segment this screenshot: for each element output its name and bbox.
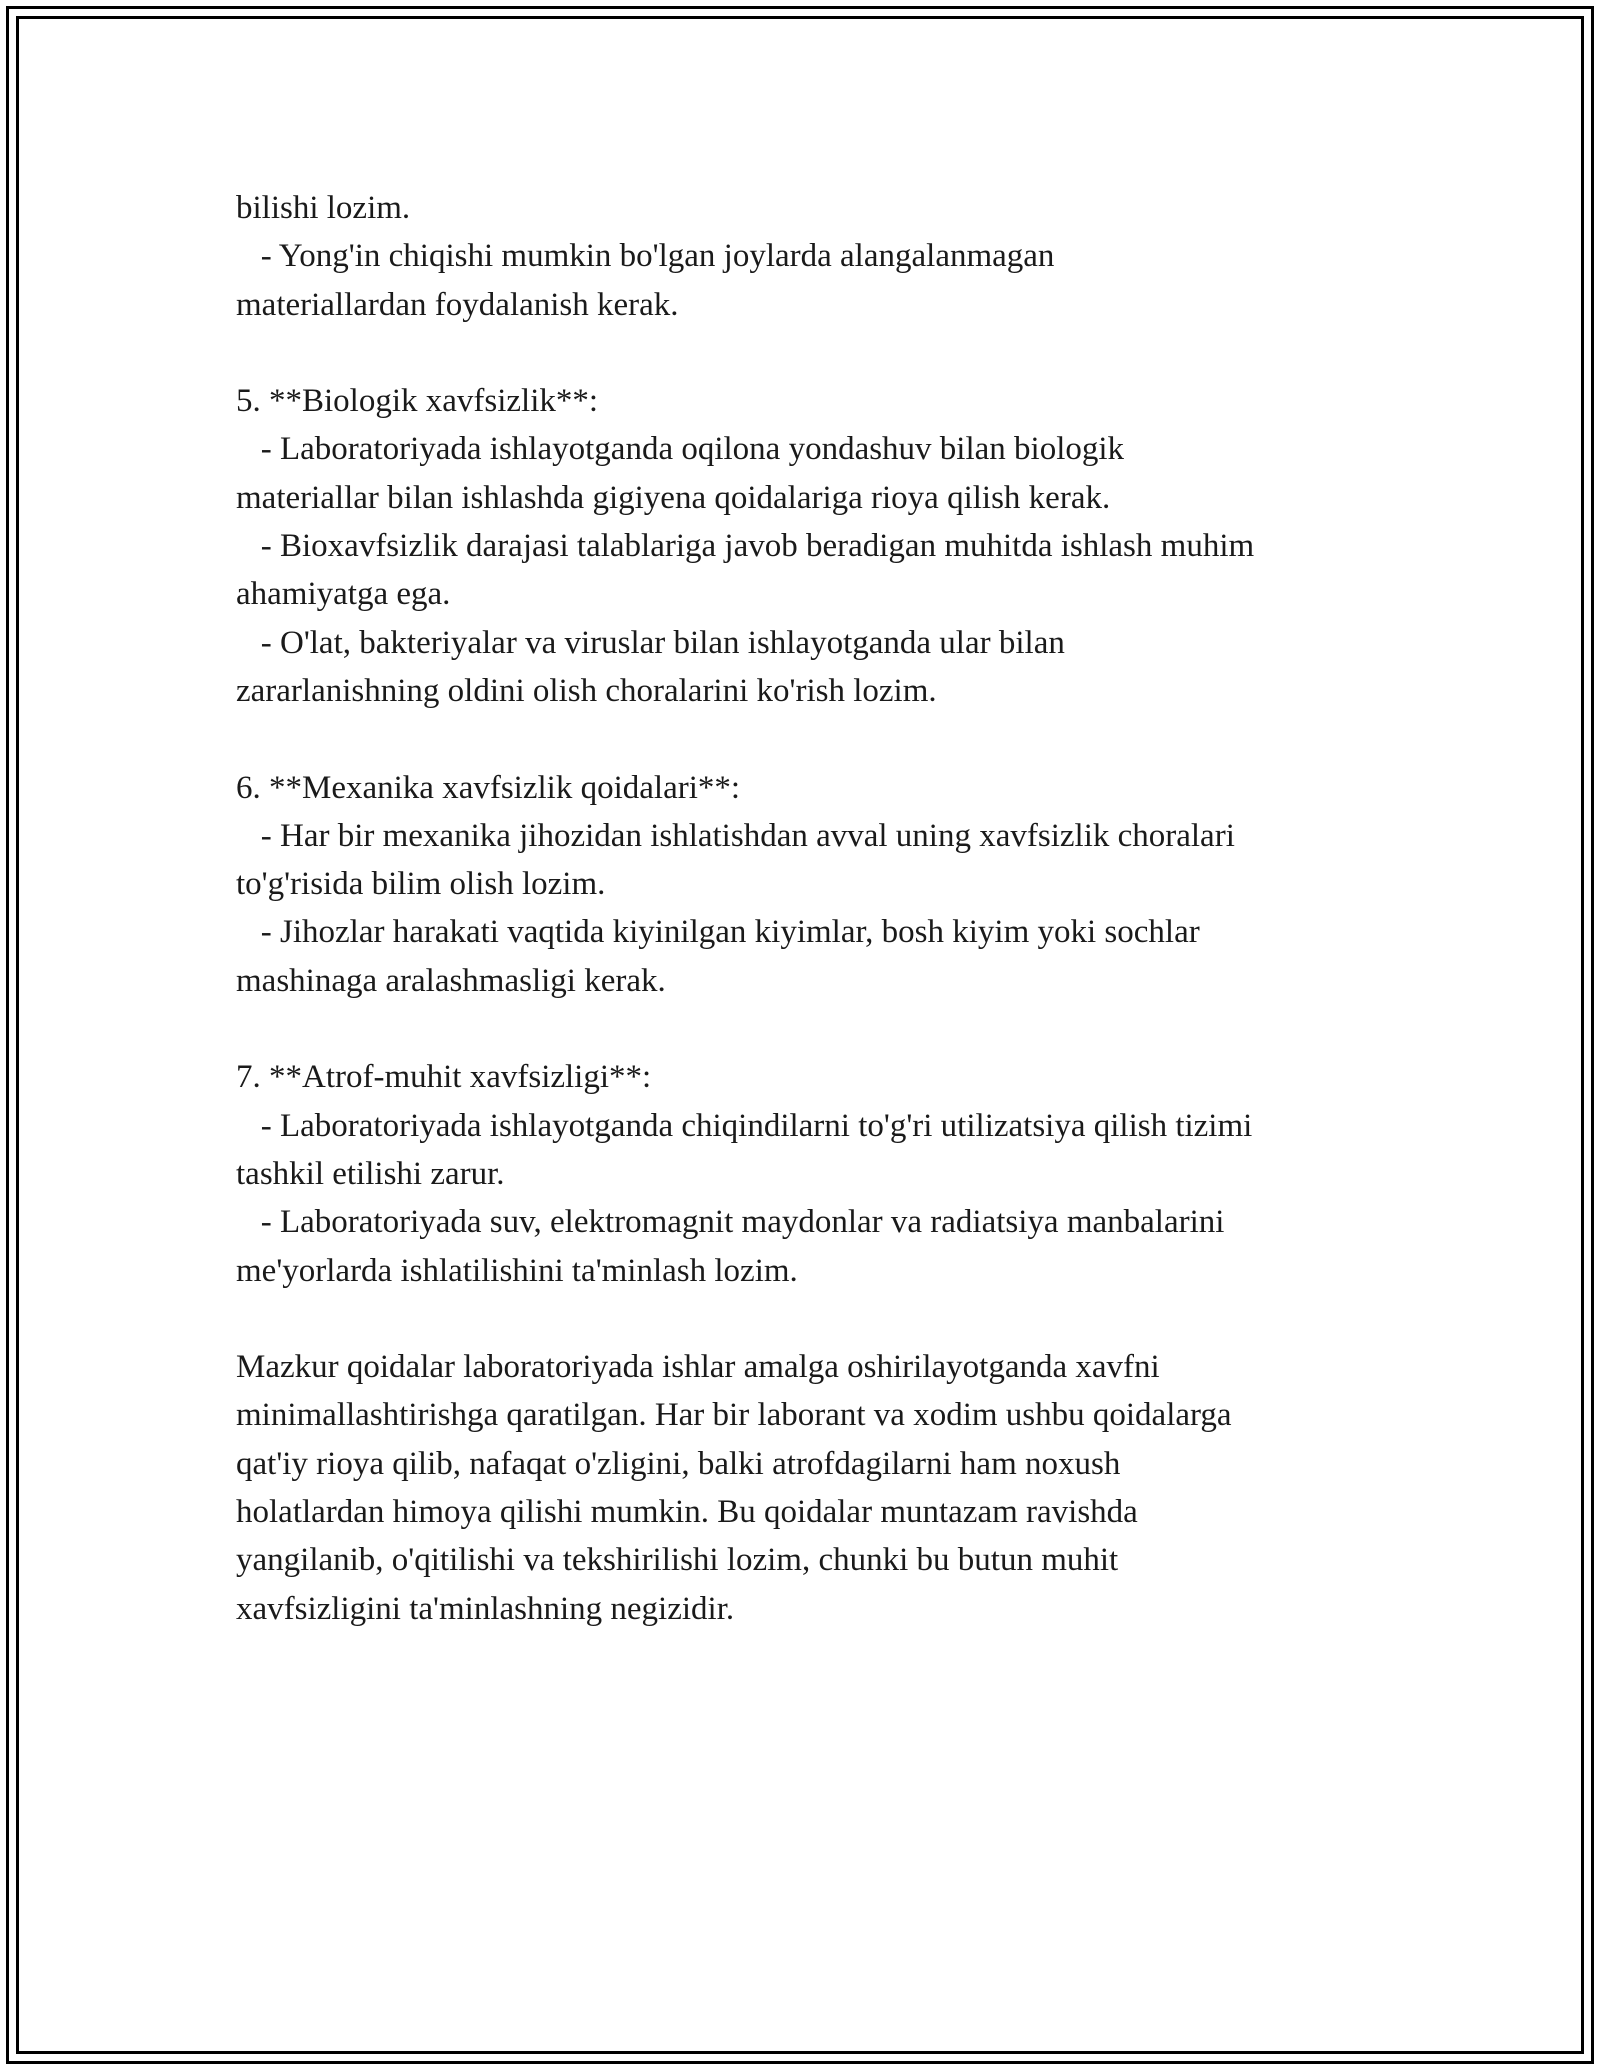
text-line: - Laboratoriyada ishlayotganda oqilona yondashuv bilan biologik [236,431,1125,468]
paragraph-gap [236,329,1386,377]
text-line: - Jihozlar harakati vaqtida kiyinilgan kiyimlar, bosh kiyim yoki sochlar [236,914,1200,951]
text-line: - Yong'in chiqishi mumkin bo'lgan joylarda alangalanmagan [236,238,1055,275]
conclusion-line: xavfsizligini ta'minlashning negizidir. [236,1590,735,1627]
section-heading-biological-safety: 5. **Biologik xavfsizlik**: [236,383,599,420]
text-line: ahamiyatga ega. [236,576,451,613]
conclusion-line: holatlardan himoya qilishi mumkin. Bu qoidalar muntazam ravishda [236,1494,1138,1531]
text-line: me'yorlarda ishlatilishini ta'minlash lozim. [236,1252,798,1289]
document-body [236,184,1386,1633]
text-line: - Laboratoriyada suv, elektromagnit maydonlar va radiatsiya manbalarini [236,1204,1225,1241]
text-line: - Laboratoriyada ishlayotganda chiqindilarni to'g'ri utilizatsiya qilish tizimi [236,1107,1253,1144]
conclusion-line: minimallashtirishga qaratilgan. Har bir laborant va xodim ushbu qoidalarga [236,1397,1232,1434]
text-line: tashkil etilishi zarur. [236,1155,505,1192]
text-line: materiallardan foydalanish kerak. [236,286,679,323]
text-line: - Bioxavfsizlik darajasi talablariga javob beradigan muhitda ishlash muhim [236,528,1255,565]
paragraph-gap [236,1005,1386,1053]
text-line: zararlanishning oldini olish choralarini ko'rish lozim. [236,672,937,709]
section-heading-environmental-safety: 7. **Atrof-muhit xavfsizligi**: [236,1059,652,1096]
text-line: materiallar bilan ishlashda gigiyena qoidalariga rioya qilish kerak. [236,479,1111,516]
paragraph-gap [236,1295,1386,1343]
text-line: - O'lat, bakteriyalar va viruslar bilan ishlayotganda ular bilan [236,624,1065,661]
conclusion-line: yangilanib, o'qitilishi va tekshirilishi lozim, chunki bu butun muhit [236,1542,1119,1579]
text-line: to'g'risida bilim olish lozim. [236,866,606,903]
text-line: bilishi lozim. [236,190,411,226]
section-heading-mechanical-safety: 6. **Mexanika xavfsizlik qoidalari**: [236,769,741,806]
text-line: mashinaga aralashmasligi kerak. [236,962,666,999]
text-line: - Har bir mexanika jihozidan ishlatishdan avval uning xavfsizlik choralari [236,817,1235,854]
paragraph-gap [236,715,1386,763]
conclusion-line: qat'iy rioya qilib, nafaqat o'zligini, balki atrofdagilarni ham noxush [236,1445,1121,1482]
conclusion-line: Mazkur qoidalar laboratoriyada ishlar amalga oshirilayotganda xavfni [236,1349,1160,1386]
